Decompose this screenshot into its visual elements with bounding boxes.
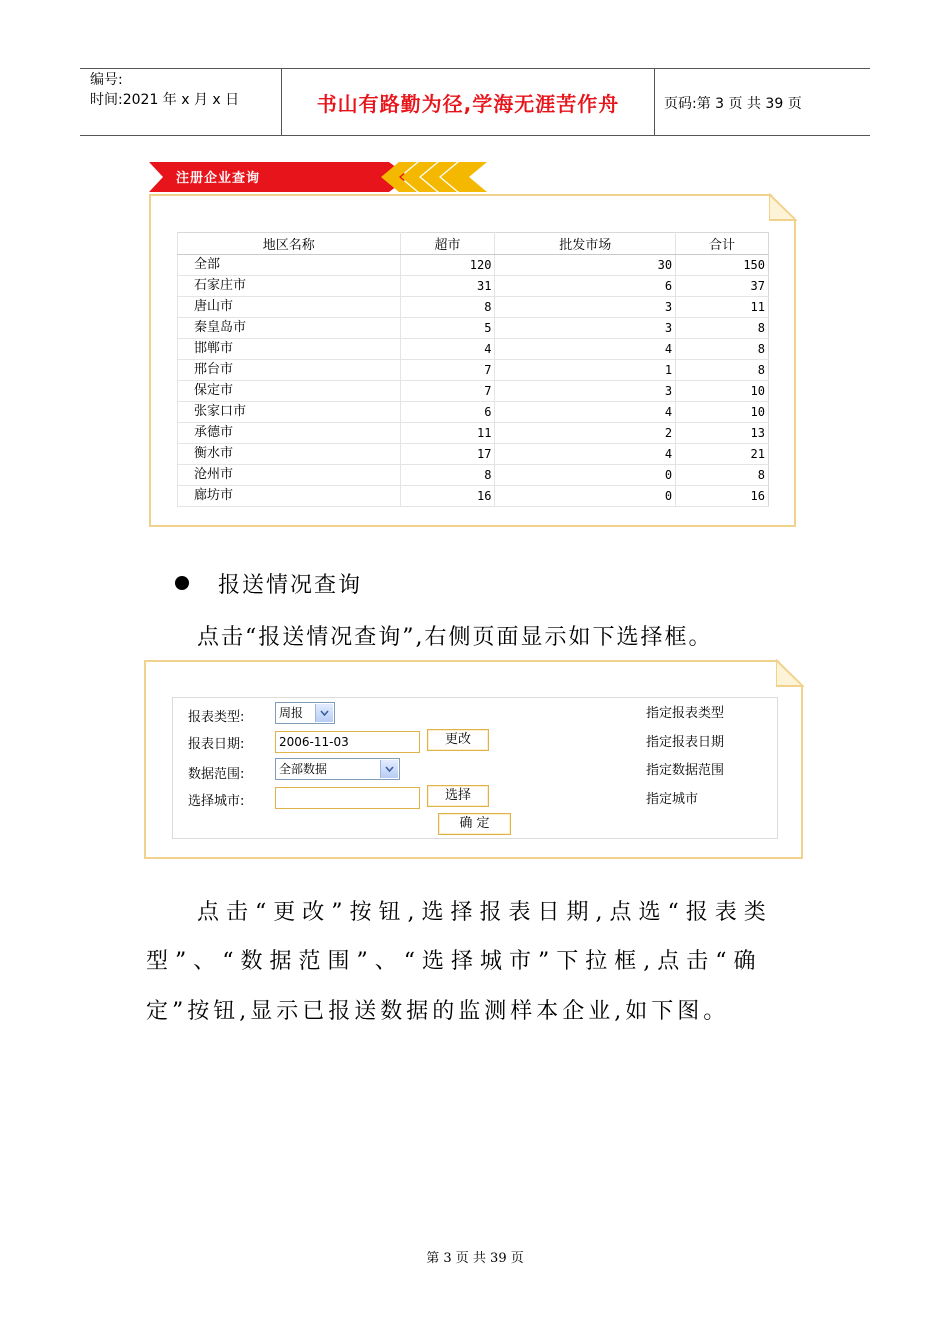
report-date-input[interactable]: 2006-11-03 — [275, 731, 420, 753]
region-cell: 邢台市 — [178, 360, 401, 381]
total-cell: 150 — [676, 255, 769, 276]
report-type-select[interactable] — [275, 702, 335, 724]
report-type-label: 报表类型: — [188, 710, 245, 725]
region-cell: 沧州市 — [178, 465, 401, 486]
report-type-value: 周报 — [279, 706, 304, 720]
total-cell: 8 — [676, 360, 769, 381]
supermarket-cell: 120 — [400, 255, 495, 276]
table-header-row — [178, 233, 769, 255]
total-cell: 37 — [676, 276, 769, 297]
supermarket-cell: 8 — [400, 465, 495, 486]
region-cell: 张家口市 — [178, 402, 401, 423]
table-row — [178, 381, 769, 402]
supermarket-cell: 7 — [400, 360, 495, 381]
data-range-label: 数据范围: — [188, 767, 245, 782]
folded-corner-icon — [776, 659, 804, 687]
header-top-rule — [80, 68, 870, 69]
change-date-button[interactable]: 更改 — [427, 729, 489, 751]
instruction-line-3: 定”按钮,显示已报送数据的监测样本企业,如下图。 — [146, 999, 730, 1024]
table-row — [178, 360, 769, 381]
column-header-total: 合计 — [676, 233, 769, 255]
region-cell: 全部 — [178, 255, 401, 276]
supermarket-cell: 31 — [400, 276, 495, 297]
page-footer: 第 3 页 共 39 页 — [426, 1251, 524, 1266]
total-cell: 16 — [676, 486, 769, 507]
total-cell: 8 — [676, 465, 769, 486]
registration-table — [177, 232, 769, 507]
wholesale-cell: 6 — [495, 276, 676, 297]
region-cell: 保定市 — [178, 381, 401, 402]
report-date-label: 报表日期: — [188, 737, 245, 752]
column-header-wholesale: 批发市场 — [495, 233, 676, 255]
header-number-label: 编号: — [90, 72, 123, 88]
table-row — [178, 423, 769, 444]
panel-title: 注册企业查询 — [176, 171, 261, 186]
bullet-icon — [175, 576, 189, 590]
instruction-line-1: 点击“更改”按钮,选择报表日期,点选“报表类 — [197, 900, 773, 925]
header-motto: 书山有路勤为径,学海无涯苦作舟 — [316, 92, 620, 116]
wholesale-cell: 4 — [495, 444, 676, 465]
supermarket-cell: 7 — [400, 381, 495, 402]
instruction-line-2: 型”、“数据范围”、“选择城市”下拉框,点击“确 — [146, 949, 763, 974]
supermarket-cell: 16 — [400, 486, 495, 507]
header-divider — [654, 68, 655, 136]
wholesale-cell: 0 — [495, 465, 676, 486]
region-cell: 衡水市 — [178, 444, 401, 465]
choose-city-button[interactable]: 选择 — [427, 785, 489, 807]
data-range-value: 全部数据 — [279, 762, 328, 776]
region-cell: 石家庄市 — [178, 276, 401, 297]
supermarket-cell: 17 — [400, 444, 495, 465]
table-row — [178, 444, 769, 465]
city-label: 选择城市: — [188, 794, 245, 809]
table-row — [178, 297, 769, 318]
total-cell: 10 — [676, 381, 769, 402]
report-date-hint: 指定报表日期 — [646, 735, 725, 750]
supermarket-cell: 5 — [400, 318, 495, 339]
table-row — [178, 339, 769, 360]
total-cell: 8 — [676, 318, 769, 339]
total-cell: 11 — [676, 297, 769, 318]
report-type-hint: 指定报表类型 — [646, 706, 725, 721]
total-cell: 8 — [676, 339, 769, 360]
wholesale-cell: 0 — [495, 486, 676, 507]
section-intro: 点击“报送情况查询”,右侧页面显示如下选择框。 — [197, 625, 713, 650]
wholesale-cell: 30 — [495, 255, 676, 276]
table-row — [178, 486, 769, 507]
header-time-label: 时间:2021 年 x 月 x 日 — [90, 92, 240, 108]
supermarket-cell: 8 — [400, 297, 495, 318]
total-cell: 21 — [676, 444, 769, 465]
region-cell: 秦皇岛市 — [178, 318, 401, 339]
header-page-info: 页码:第 3 页 共 39 页 — [664, 96, 802, 112]
table-row — [178, 465, 769, 486]
region-cell: 邯郸市 — [178, 339, 401, 360]
wholesale-cell: 3 — [495, 318, 676, 339]
table-row — [178, 402, 769, 423]
wholesale-cell: 4 — [495, 339, 676, 360]
header-bottom-rule — [80, 135, 870, 136]
region-cell: 承德市 — [178, 423, 401, 444]
supermarket-cell: 4 — [400, 339, 495, 360]
city-hint: 指定城市 — [646, 792, 699, 807]
folded-corner-icon — [769, 193, 797, 221]
region-cell: 唐山市 — [178, 297, 401, 318]
wholesale-cell: 4 — [495, 402, 676, 423]
wholesale-cell: 2 — [495, 423, 676, 444]
table-row — [178, 318, 769, 339]
region-cell: 廊坊市 — [178, 486, 401, 507]
chevron-down-icon[interactable] — [380, 760, 398, 778]
data-range-hint: 指定数据范围 — [646, 763, 725, 778]
confirm-button[interactable]: 确 定 — [438, 813, 511, 835]
supermarket-cell: 6 — [400, 402, 495, 423]
total-cell: 10 — [676, 402, 769, 423]
chevron-down-icon[interactable] — [315, 704, 333, 722]
supermarket-cell: 11 — [400, 423, 495, 444]
table-row — [178, 276, 769, 297]
column-header-supermarket: 超市 — [400, 233, 495, 255]
wholesale-cell: 3 — [495, 297, 676, 318]
total-cell: 13 — [676, 423, 769, 444]
wholesale-cell: 1 — [495, 360, 676, 381]
table-row — [178, 255, 769, 276]
section-heading: 报送情况查询 — [218, 573, 363, 598]
city-input[interactable] — [275, 787, 420, 809]
wholesale-cell: 3 — [495, 381, 676, 402]
data-range-select[interactable] — [275, 758, 400, 780]
column-header-region: 地区名称 — [178, 233, 401, 255]
